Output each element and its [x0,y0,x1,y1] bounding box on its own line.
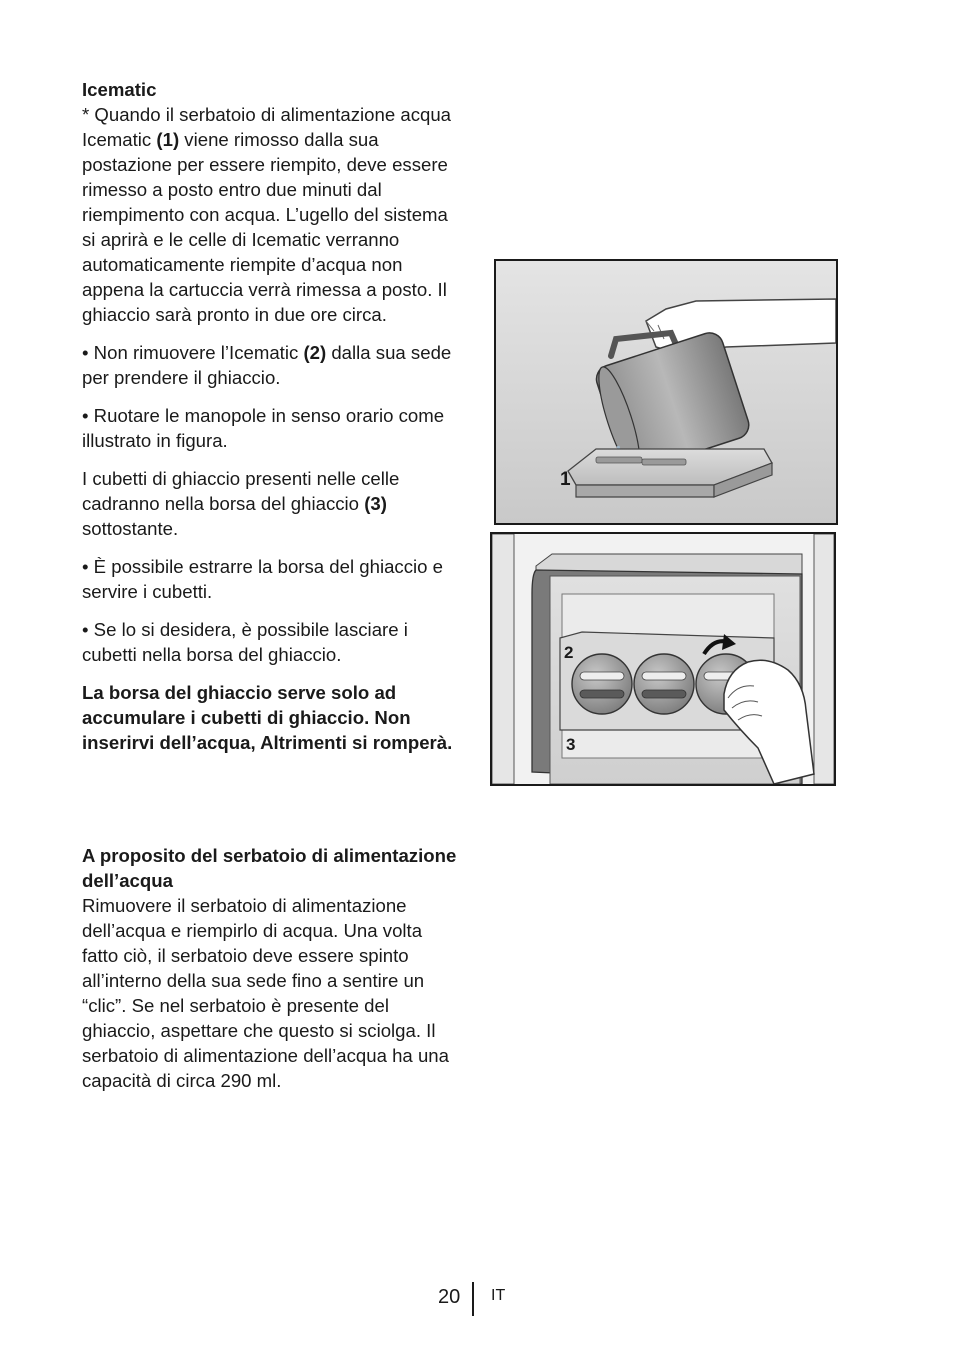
language-code: IT [491,1287,506,1304]
bullet-leave-cubes: • Se lo si desidera, è possibile lasciare i cubetti nella borsa del ghiaccio. [82,619,408,665]
bullet1-text-b: dalla sua sede per prendere il ghiaccio. [82,342,452,388]
page-number: 20 [438,1286,461,1308]
rotate-knobs-illustration [492,534,834,784]
footer-divider [472,1282,474,1316]
ref-3: (3) [364,493,387,514]
intro-text-a: * Quando il serbatoio di alimentazione acqua Icematic [82,104,452,150]
label-3: 3 [566,735,576,754]
intro-text-b: viene rimosso dalla sua postazione per essere riempito, deve essere rimesso a posto entro due minuti dal riempimento con acqua. L’ugello del sistema si aprirà e le celle di Icematic verranno automaticamente riempite d’acqua non appena la cartuccia verrà rimessa a posto. Il ghiaccio sarà pronto in due ore circa. [82,129,448,325]
section-title-icematic: Icematic [82,79,157,100]
intro-paragraph [82,102,462,327]
label-2: 2 [564,643,574,662]
knob-2 [634,654,694,714]
ref-1: (1) [156,129,180,150]
figure-fill-tank [494,259,838,525]
para-text-b: sottostante. [82,518,179,539]
page-footer [0,1282,954,1318]
water-tank-section [82,843,462,1093]
warning-paragraph: La borsa del ghiaccio serve solo ad accumulare i cubetti di ghiaccio. Non inserirvi dell’acqua, Altrimenti si romperà. [82,682,453,753]
label-1: 1 [560,469,571,490]
para-text-a: I cubetti di ghiaccio presenti nelle celle cadranno nella borsa del ghiaccio [82,468,400,514]
main-text-column [82,77,462,755]
paragraph-ice-cubes [82,466,462,541]
fill-tank-illustration [496,261,836,523]
section-title-water-tank: A proposito del serbatoio di alimentazione dell’acqua [82,845,457,891]
bullet-extract-bag: • È possibile estrarre la borsa del ghiaccio e servire i cubetti. [82,556,444,602]
figure-rotate-knobs [490,532,836,786]
bullet-no-remove [82,340,462,390]
knob-1 [572,654,632,714]
bullet1-text-a: • Non rimuovere l’Icematic [82,342,304,363]
bullet-rotate-knobs: • Ruotare le manopole in senso orario come illustrato in figura. [82,405,445,451]
water-tank-body: Rimuovere il serbatoio di alimentazione dell’acqua e riempirlo di acqua. Una volta fatto ciò, il serbatoio deve essere spinto all’interno della sua sede fino a sentire un “clic”. Se nel serbatoio è presente del ghiaccio, aspettare che questo si sciolga. Il serbatoio di alimentazione dell’acqua ha una capacità di circa 290 ml. [82,895,449,1091]
ref-2: (2) [303,342,327,363]
